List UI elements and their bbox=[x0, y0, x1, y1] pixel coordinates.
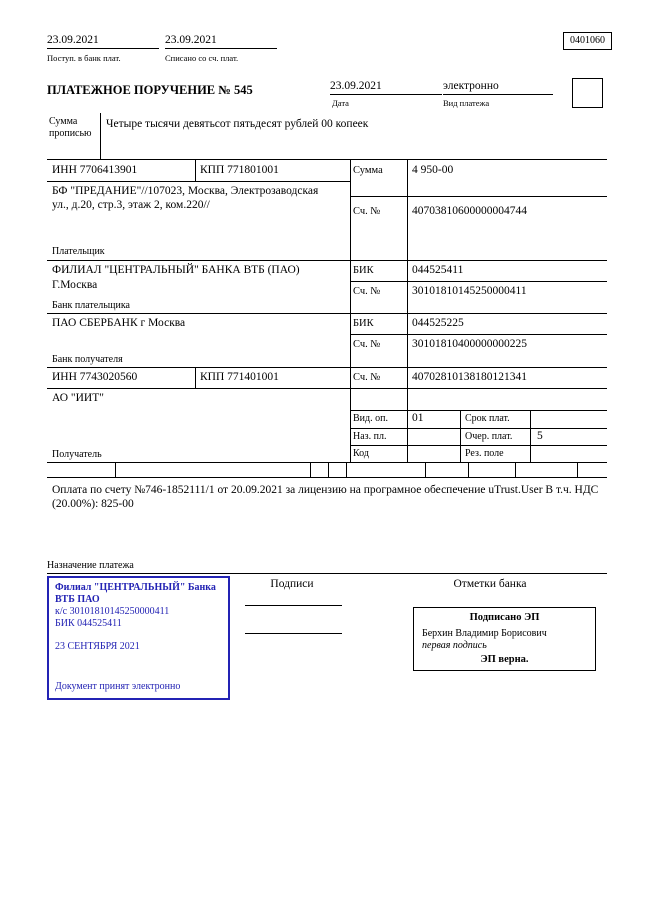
divider bbox=[195, 159, 196, 181]
signatures-header: Подписи bbox=[270, 578, 314, 590]
payee-account: 40702810138180121341 bbox=[412, 371, 527, 383]
payee-bank-bik: 044525225 bbox=[412, 317, 464, 329]
debited-date-field: 23.09.2021 bbox=[165, 34, 277, 49]
payment-purpose-text: Оплата по счету №746-1852111/1 от 20.09.2021 за лицензию на програмное обеспечение uTrust.User В т.ч. НДС (20.00%): 825-00 bbox=[52, 484, 599, 510]
payee-kpp: КПП 771401001 bbox=[200, 371, 279, 383]
payee-inn: ИНН 7743020560 bbox=[52, 371, 138, 383]
debited-date-label: Списано со сч. плат. bbox=[165, 53, 239, 63]
strip-divider bbox=[425, 462, 426, 477]
payee-bank-bik-label: БИК bbox=[353, 318, 374, 329]
header-checkbox bbox=[572, 78, 603, 108]
divider bbox=[350, 281, 607, 282]
amount-words: Четыре тысячи девятьсот пятьдесят рублей 00 копеек bbox=[106, 118, 369, 130]
stamp-date: 23 СЕНТЯБРЯ 2021 bbox=[55, 641, 140, 652]
esignature-box bbox=[413, 607, 596, 671]
strip-divider bbox=[346, 462, 347, 477]
strip-divider bbox=[115, 462, 116, 477]
document-date-field: 23.09.2021 bbox=[330, 80, 442, 95]
signature-line bbox=[245, 605, 342, 606]
strip-divider bbox=[328, 462, 329, 477]
sum-cell-value: 4 950-00 bbox=[412, 164, 454, 176]
esign-signer-role: первая подпись bbox=[422, 640, 487, 651]
payee-bank-name: ПАО СБЕРБАНК г Москва bbox=[52, 317, 186, 329]
purpose-code-label: Наз. пл. bbox=[353, 431, 387, 442]
signature-line bbox=[245, 633, 342, 634]
payer-bank-account: 30101810145250000411 bbox=[412, 285, 527, 297]
payee-bank-section-label: Банк получателя bbox=[52, 354, 123, 365]
divider bbox=[47, 367, 607, 368]
divider bbox=[530, 410, 531, 462]
stamp-bank-name-line2: ВТБ ПАО bbox=[55, 594, 100, 605]
payer-bank-bik-label: БИК bbox=[353, 265, 374, 276]
payee-account-label: Сч. № bbox=[353, 372, 381, 383]
strip-divider bbox=[310, 462, 311, 477]
divider bbox=[350, 445, 607, 446]
divider bbox=[100, 113, 101, 159]
priority-label: Очер. плат. bbox=[465, 431, 513, 442]
payer-inn: ИНН 7706413901 bbox=[52, 164, 138, 176]
document-title: ПЛАТЕЖНОЕ ПОРУЧЕНИЕ № 545 bbox=[47, 83, 253, 97]
payee-bank-account: 30101810400000000225 bbox=[412, 338, 527, 350]
strip-divider bbox=[515, 462, 516, 477]
stamp-corr-account: к/с 30101810145250000411 bbox=[55, 606, 170, 617]
stamp-accepted-note: Документ принят электронно bbox=[55, 681, 181, 692]
code-label: Код bbox=[353, 448, 369, 459]
divider bbox=[350, 410, 607, 411]
payer-bank-city: Г.Москва bbox=[52, 279, 98, 291]
priority-value: 5 bbox=[537, 430, 543, 442]
sum-cell-label: Сумма bbox=[353, 165, 383, 176]
payer-account-label: Сч. № bbox=[353, 206, 381, 217]
strip-divider bbox=[577, 462, 578, 477]
reserve-field-label: Рез. поле bbox=[465, 448, 504, 459]
divider bbox=[47, 260, 607, 261]
payee-section-label: Получатель bbox=[52, 449, 102, 460]
op-type-label: Вид. оп. bbox=[353, 413, 388, 424]
divider bbox=[407, 159, 408, 462]
payee-name: АО "ИИТ" bbox=[52, 392, 104, 404]
divider bbox=[47, 388, 607, 389]
esign-signer-name: Берхин Владимир Борисович bbox=[422, 628, 547, 639]
payer-section-label: Плательщик bbox=[52, 246, 105, 257]
payer-account: 40703810600000004744 bbox=[412, 205, 527, 217]
strip-divider bbox=[468, 462, 469, 477]
divider bbox=[47, 181, 350, 182]
form-code-box: 0401060 bbox=[563, 32, 612, 50]
payer-bank-name: ФИЛИАЛ "ЦЕНТРАЛЬНЫЙ" БАНКА ВТБ (ПАО) bbox=[52, 264, 300, 276]
payer-bank-bik: 044525411 bbox=[412, 264, 464, 276]
divider bbox=[350, 334, 607, 335]
payer-kpp: КПП 771801001 bbox=[200, 164, 279, 176]
esign-title: Подписано ЭП bbox=[469, 612, 540, 623]
received-date-label: Поступ. в банк плат. bbox=[47, 53, 121, 63]
document-date-label: Дата bbox=[332, 98, 349, 108]
payment-type-field: электронно bbox=[443, 80, 553, 95]
stamp-bank-name-line1: Филиал "ЦЕНТРАЛЬНЫЙ" Банка bbox=[55, 582, 216, 593]
divider bbox=[47, 462, 607, 463]
op-type-value: 01 bbox=[412, 412, 424, 424]
payer-name: БФ "ПРЕДАНИЕ"//107023, Москва, Электрозаводская ул., д.20, стр.3, этаж 2, ком.220// bbox=[52, 185, 319, 211]
bank-stamp-box bbox=[47, 576, 230, 700]
payee-bank-account-label: Сч. № bbox=[353, 339, 381, 350]
divider bbox=[350, 196, 607, 197]
payment-type-label: Вид платежа bbox=[443, 98, 490, 108]
divider bbox=[47, 573, 607, 574]
divider bbox=[350, 159, 351, 462]
divider bbox=[47, 159, 607, 160]
amount-words-label: Сумма прописью bbox=[49, 116, 92, 139]
payer-bank-section-label: Банк плательщика bbox=[52, 300, 130, 311]
divider bbox=[47, 313, 607, 314]
divider bbox=[460, 410, 461, 462]
stamp-bik: БИК 044525411 bbox=[55, 618, 122, 629]
received-date-field: 23.09.2021 bbox=[47, 34, 159, 49]
divider bbox=[350, 428, 607, 429]
due-date-label: Срок плат. bbox=[465, 413, 510, 424]
divider bbox=[47, 477, 607, 478]
divider bbox=[195, 367, 196, 388]
payer-bank-account-label: Сч. № bbox=[353, 286, 381, 297]
esign-verified-note: ЭП верна. bbox=[480, 654, 529, 665]
payment-purpose-label: Назначение платежа bbox=[47, 560, 134, 571]
bank-marks-header: Отметки банка bbox=[453, 578, 527, 590]
